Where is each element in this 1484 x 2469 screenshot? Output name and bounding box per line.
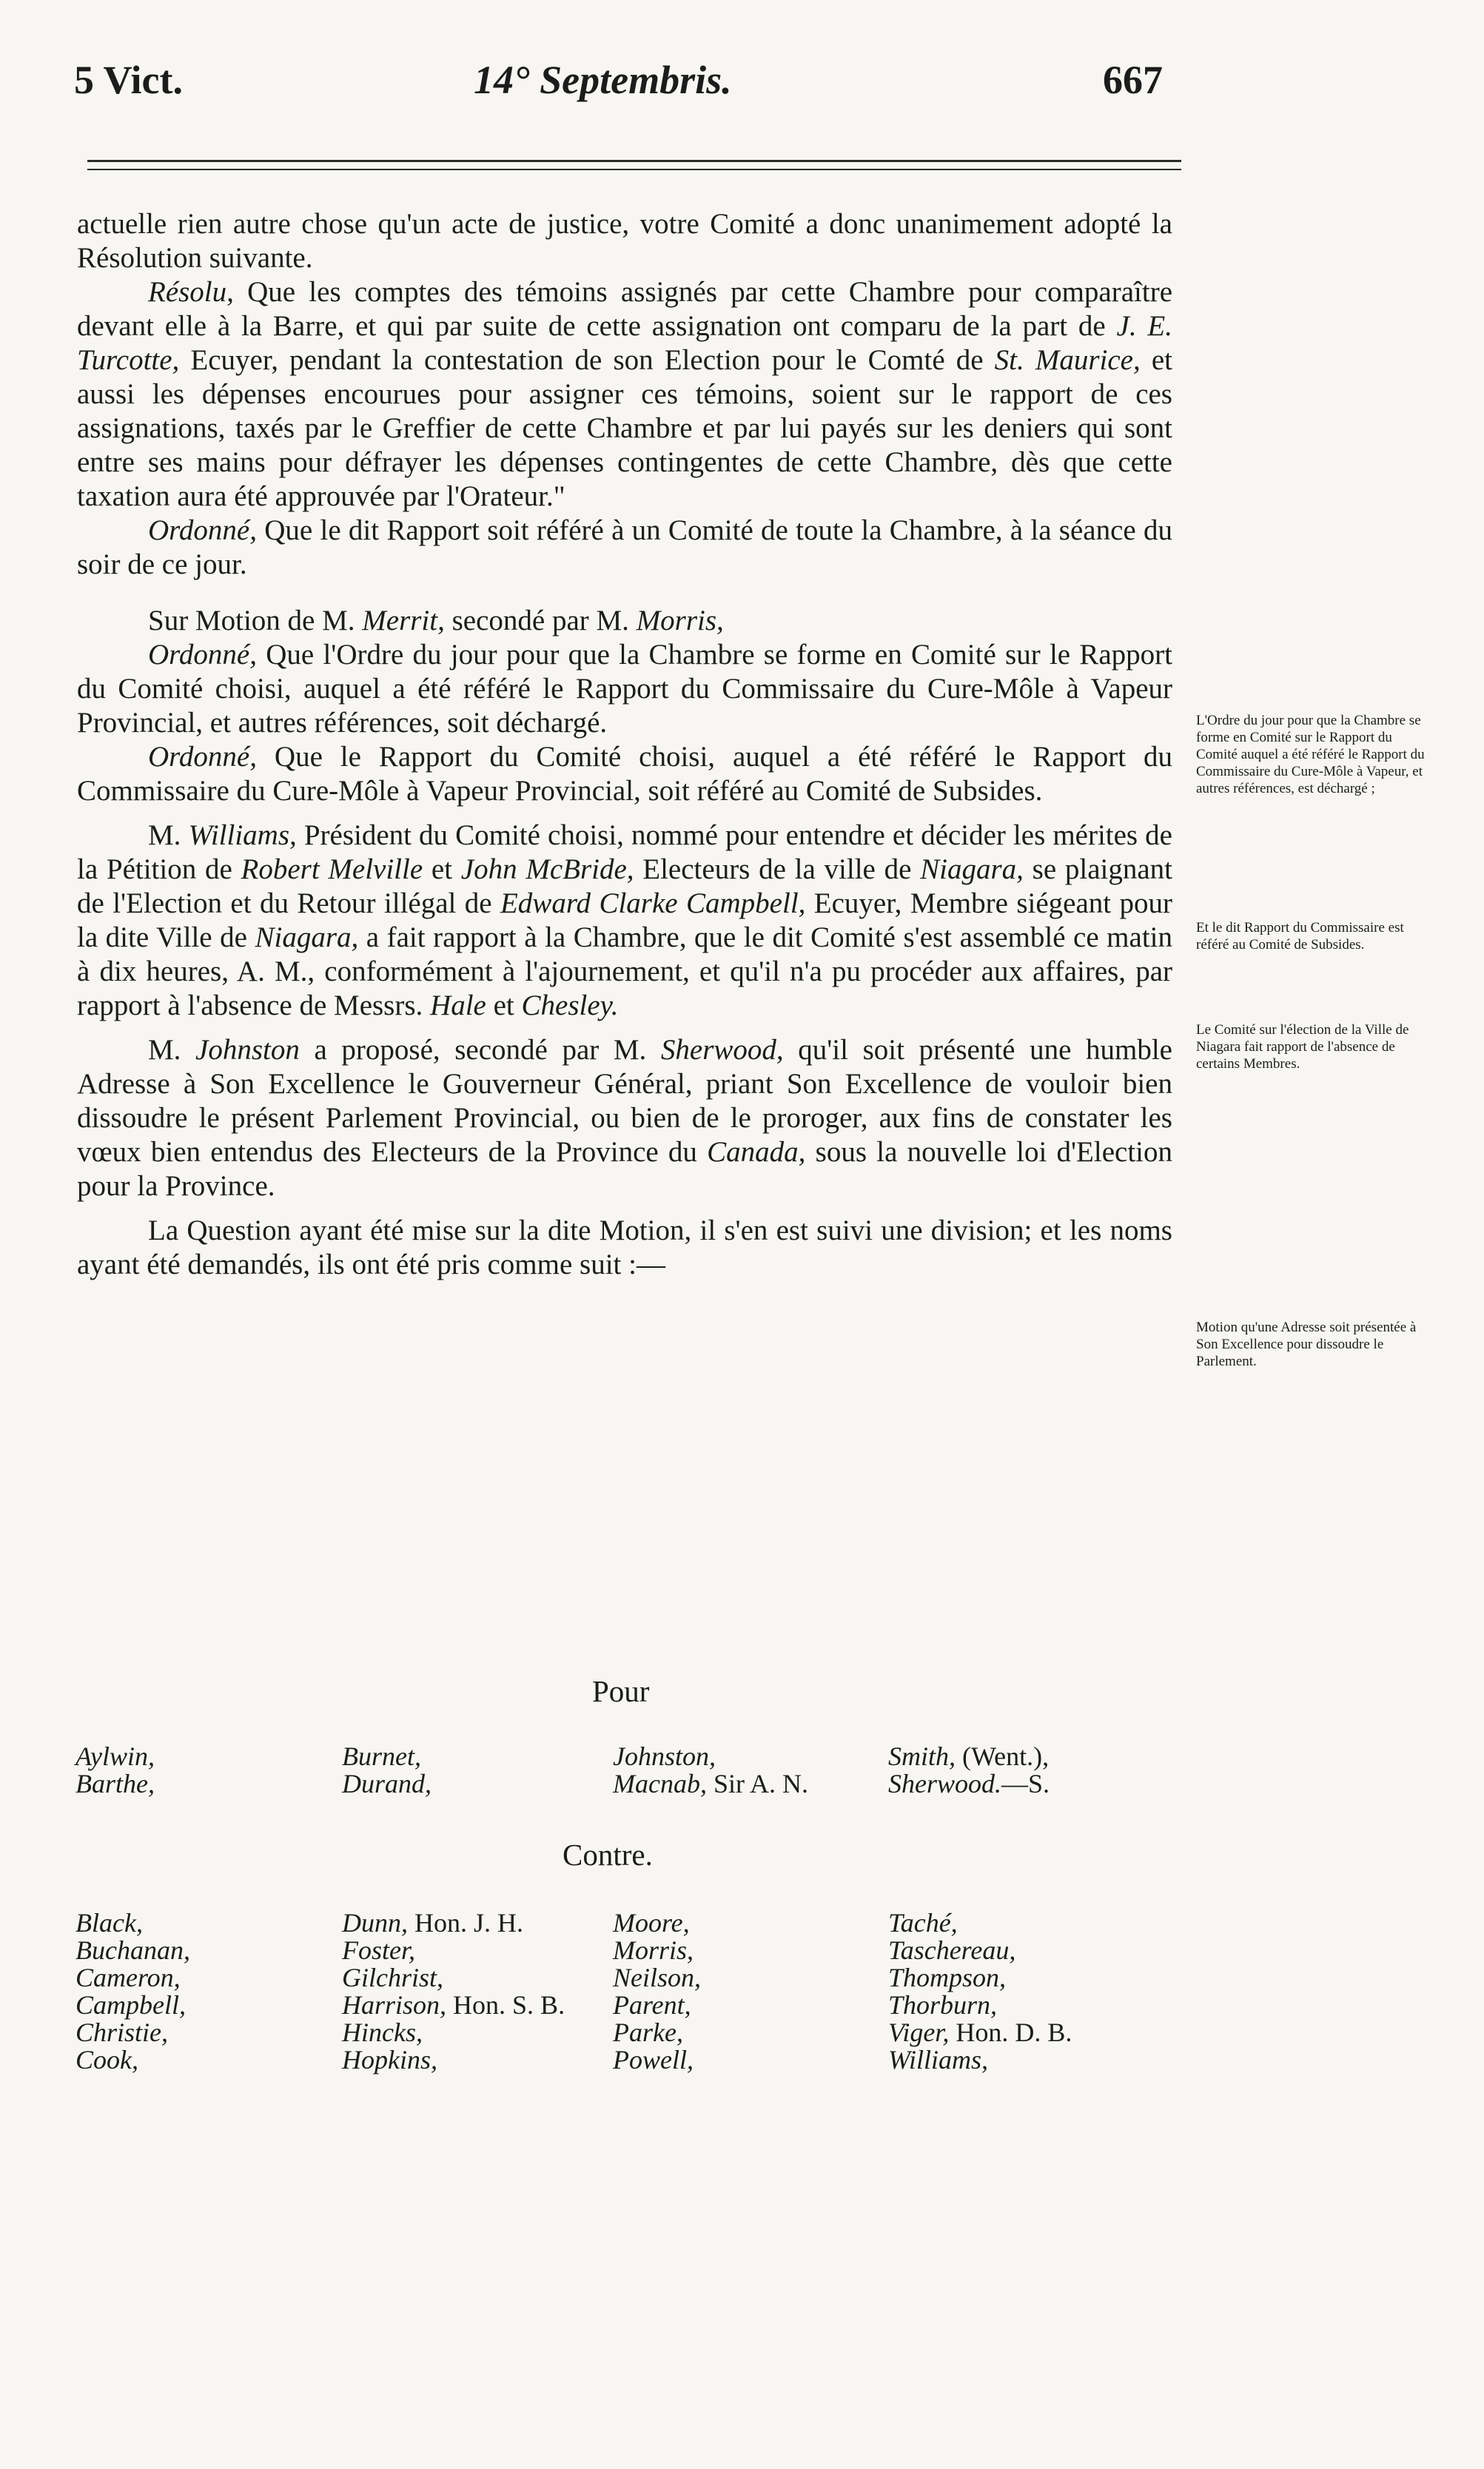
voter-name: Barthe, [75, 1769, 155, 1798]
person-name: Robert Melville [241, 853, 423, 885]
text: Ecuyer, pendant la contestation de son Election pour le Comté de [179, 344, 995, 376]
person-name: John McBride, [460, 853, 634, 885]
votes-contre-column-4 [888, 1909, 1072, 2074]
paragraph-committee-report [77, 819, 1172, 1023]
voter-entry [342, 2046, 565, 2074]
person-name: Johnston [195, 1034, 300, 1066]
page-number: 667 [1103, 58, 1163, 102]
votes-pour-column-4 [888, 1743, 1050, 1798]
place-name: St. Maurice, [994, 344, 1141, 376]
header-rule-thick [87, 160, 1181, 162]
voter-name: Macnab, [613, 1769, 707, 1798]
voter-suffix: (Went.), [956, 1741, 1050, 1771]
votes-pour-column-1 [75, 1743, 155, 1798]
text: Sur Motion de M. [148, 605, 363, 636]
voter-name: Sherwood. [888, 1769, 1001, 1798]
voter-name: Williams, [888, 2045, 989, 2075]
voter-entry [342, 2019, 565, 2046]
voter-name: Buchanan, [75, 1935, 190, 1965]
text: et [486, 990, 522, 1021]
person-name: Hale [430, 990, 486, 1021]
text: Electeurs de la ville de [634, 853, 921, 885]
margin-note-niagara-committee: Le Comité sur l'élection de la Ville de Niagara fait rapport de l'absence de certains Membres. [1196, 1022, 1409, 1072]
header-rule-thin [87, 169, 1181, 170]
margin-note-address-motion: Motion qu'une Adresse soit présentée à Son Excellence pour dissoudre le Parlement. [1196, 1320, 1417, 1369]
voter-name: Aylwin, [75, 1741, 155, 1771]
voter-name: Neilson, [613, 1963, 702, 1992]
paragraph-resolution [77, 275, 1172, 514]
text: M. [148, 819, 189, 851]
text: a proposé, secondé par M. [299, 1034, 661, 1066]
header-date-text: 14° Septembris. [474, 58, 732, 102]
voter-name: Black, [75, 1908, 143, 1938]
voter-name: Taschereau, [888, 1935, 1016, 1965]
paragraph-continuation: actuelle rien autre chose qu'un acte de justice, votre Comité a donc unanimement adopté la Résolution suivante. [77, 208, 1172, 274]
voter-name: Burnet, [342, 1741, 421, 1771]
voter-entry [342, 1992, 565, 2019]
voter-entry [888, 1937, 1072, 1964]
voter-name: Dunn, [342, 1908, 408, 1938]
text: Ecuyer, Membre siégeant pour la dite Ville de [77, 887, 1173, 953]
voter-entry [888, 1964, 1072, 1992]
voter-entry [888, 1992, 1072, 2019]
paragraph-address-motion [77, 1033, 1172, 1203]
votes-contre-column-3 [613, 1909, 701, 2074]
votes-pour-heading: Pour [592, 1674, 650, 1708]
paragraph-order-2 [77, 638, 1172, 740]
voter-name: Gilchrist, [342, 1963, 444, 1992]
voter-name: Christie, [75, 2018, 169, 2047]
voter-entry [613, 1770, 808, 1798]
voter-entry [888, 1770, 1050, 1798]
voter-name: Smith, [888, 1741, 956, 1771]
voter-name: Thorburn, [888, 1990, 998, 2020]
place-name: Niagara, [255, 921, 359, 953]
voter-name: Powell, [613, 2045, 694, 2075]
voter-name: Taché, [888, 1908, 958, 1938]
header-regnal-year: 5 Vict. [74, 58, 183, 102]
paragraph-order-3 [77, 740, 1172, 808]
margin-note-referred-subsidies: Et le dit Rapport du Commissaire est référé au Comité de Subsides. [1196, 920, 1404, 953]
voter-name: Morris, [613, 1935, 694, 1965]
text: a fait rapport à la Chambre, que le dit Comité s'est assemblé ce matin à dix heures, A. M., conformément à l'ajournement, et qu'il n'a pu procéder aux affaires, par rapport à l'absence de Messrs. [77, 921, 1172, 1021]
paragraph-order-1 [77, 514, 1172, 582]
text: Président du Comité choisi, nommé pour entendre et décider les mérites de la Pétition de [77, 819, 1172, 885]
voter-name: Hopkins, [342, 2045, 437, 2075]
ordonne-label: Ordonné, [148, 514, 257, 546]
voter-name: Harrison, [342, 1990, 447, 2020]
ordonne-label: Ordonné, [148, 639, 257, 671]
voter-entry [888, 2046, 1072, 2074]
voter-name: Parke, [613, 2018, 683, 2047]
margin-note-order-discharged: L'Ordre du jour pour que la Chambre se forme en Comité sur le Rapport du Comité auquel a été référé le Rapport du Commissaire du Cure-Môle à Vapeur, et autres références, est déchargé ; [1196, 713, 1425, 796]
voter-suffix: Sir A. N. [706, 1769, 808, 1798]
votes-contre-heading: Contre. [563, 1838, 653, 1872]
text: Que le dit Rapport soit référé à un Comité de toute la Chambre, à la séance du soir de ce jour. [77, 514, 1172, 580]
voter-entry [342, 1964, 565, 1992]
voter-name: Durand, [342, 1769, 432, 1798]
voter-entry [888, 1743, 1050, 1770]
person-name: Williams, [188, 819, 297, 851]
voter-name: Parent, [613, 1990, 691, 2020]
person-name: Sherwood, [660, 1034, 784, 1066]
voter-entry [342, 1937, 565, 1964]
voter-suffix: Hon. S. B. [446, 1990, 565, 2020]
voter-name: Foster, [342, 1935, 415, 1965]
votes-pour-column-3 [613, 1743, 808, 1798]
voter-name: Cameron, [75, 1963, 181, 1992]
person-name: Edward Clarke Campbell, [500, 887, 806, 919]
text: secondé par M. [444, 605, 637, 636]
main-text [77, 207, 1172, 1282]
resolu-label: Résolu, [148, 276, 234, 308]
voter-suffix: Hon. J. H. [408, 1908, 524, 1938]
voter-entry [342, 1909, 565, 1937]
voter-name: Johnston, [613, 1741, 716, 1771]
voter-name: Hincks, [342, 2018, 423, 2047]
voter-entry [888, 2019, 1072, 2046]
text: et [423, 853, 461, 885]
voter-name: Viger, [888, 2018, 950, 2047]
text: sous la nouvelle loi d'Election pour la Province. [77, 1136, 1172, 1202]
paragraph-motion [77, 604, 1172, 638]
place-name: Canada, [707, 1136, 806, 1168]
place-name: Niagara, [920, 853, 1024, 885]
voter-entry [613, 1743, 808, 1770]
voter-name: Moore, [613, 1908, 690, 1938]
voter-name: Thompson, [888, 1963, 1007, 1992]
text: M. [148, 1034, 196, 1066]
person-name: J. E. Turcotte, [77, 310, 1172, 376]
text: qu'il soit présenté une humble Adresse à Son Excellence le Gouverneur Général, priant Son Excellence de vouloir bien dissoudre le présent Parlement Provincial, ou bien de le proroger, aux fins de constater les vœux bien entendus des Electeurs de la Province du [77, 1034, 1172, 1168]
text: et aussi les dépenses encourues pour assigner ces témoins, soient sur le rapport de ces assignations, taxés par le Greffier de cette Chambre et par lui payés sur les deniers qui sont entre ses mains pour défrayer les dépenses contingentes de cette Chambre, dès que cette taxation aura été approuvée par l'Orateur." [77, 344, 1172, 512]
voter-name: Campbell, [75, 1990, 186, 2020]
person-name: Merrit, [362, 605, 445, 636]
votes-contre-column-1 [75, 1909, 190, 2074]
paragraph-division: La Question ayant été mise sur la dite Motion, il s'en est suivi une division; et les noms ayant été demandés, ils ont été pris comme suit :— [77, 1215, 1172, 1280]
votes-contre-column-2 [342, 1909, 565, 2074]
text: se plaignant de l'Election et du Retour illégal de [77, 853, 1172, 919]
voter-name: Cook, [75, 2045, 138, 2075]
voter-entry [888, 1909, 1072, 1937]
header-date [474, 58, 732, 102]
voter-suffix: Hon. D. B. [949, 2018, 1072, 2047]
votes-pour-column-2 [342, 1743, 432, 1798]
text: Que les comptes des témoins assignés par cette Chambre pour comparaître devant elle à la Barre, et qui par suite de cette assignation ont comparu de la part de [77, 276, 1172, 342]
ordonne-label: Ordonné, [148, 741, 257, 773]
voter-suffix: —S. [1001, 1769, 1050, 1798]
text: Que l'Ordre du jour pour que la Chambre se forme en Comité sur le Rapport du Comité choisi, auquel a été référé le Rapport du Commissaire du Cure-Môle à Vapeur Provincial, et autres références, soit déchargé. [77, 639, 1172, 739]
text: Que le Rapport du Comité choisi, auquel a été référé le Rapport du Commissaire du Cure-Môle à Vapeur Provincial, soit référé au Comité de Subsides. [77, 741, 1172, 807]
person-name: Morris, [636, 605, 724, 636]
person-name: Chesley. [521, 990, 619, 1021]
